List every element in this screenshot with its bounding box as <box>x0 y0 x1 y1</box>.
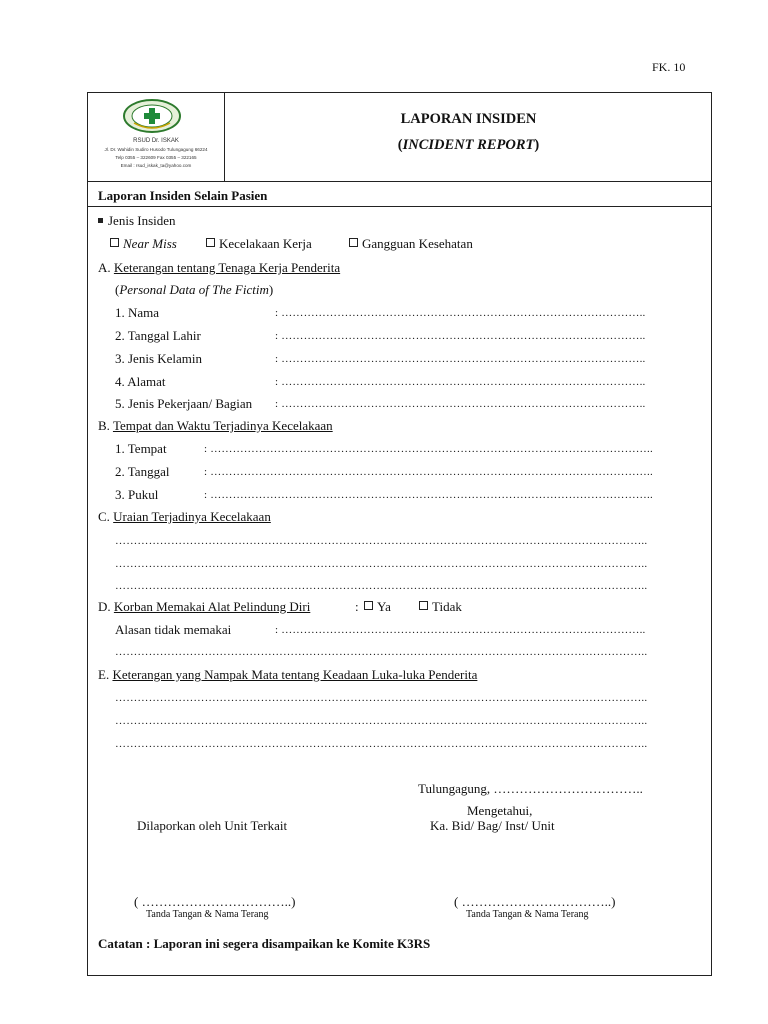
field-label-alamat: 4. Alamat <box>115 374 166 389</box>
description-line-3[interactable]: …………………………………………………………………………………………………………………………….. <box>115 580 648 592</box>
field-jenis-kelamin[interactable]: : …………………………………………………………………………………….. <box>275 353 646 365</box>
footer-note: Catatan : Laporan ini segera disampaikan ke Komite K3RS <box>98 936 431 951</box>
field-label-tanggal-lahir: 2. Tanggal Lahir <box>115 328 201 343</box>
section-d-colon: : <box>355 599 359 614</box>
field-pekerjaan[interactable]: : …………………………………………………………………………………….. <box>275 398 646 410</box>
hospital-logo-block <box>88 93 224 181</box>
subtitle-close: ) <box>534 137 540 153</box>
field-pukul[interactable]: : ……………………………………………………………………………………………………….. <box>204 489 653 501</box>
checkbox-icon[interactable] <box>419 601 428 610</box>
hospital-address: Jl. Dr. Wahidin Sudiro Husodo Tulungagung 66224 <box>104 147 208 152</box>
subtitle-open: ( <box>397 137 403 153</box>
option-kecelakaan-kerja[interactable]: Kecelakaan Kerja <box>206 236 312 252</box>
section-a-heading: A. Keterangan tentang Tenaga Kerja Penderita <box>98 260 341 275</box>
option-near-miss[interactable]: Near Miss <box>110 236 177 252</box>
checkbox-icon[interactable] <box>110 238 119 247</box>
reporter-label: Dilaporkan oleh Unit Terkait <box>137 818 288 833</box>
hospital-logo-icon <box>122 99 182 133</box>
subtitle-italic: INCIDENT REPORT <box>402 137 535 153</box>
bullet-icon <box>98 218 103 223</box>
checkbox-icon[interactable] <box>206 238 215 247</box>
section-divider <box>88 206 711 207</box>
signature-line-right[interactable]: ( ……………………………..) <box>454 894 616 909</box>
field-label-tanggal: 2. Tanggal <box>115 464 170 479</box>
section-a-subtitle: (Personal Data of The Fictim) <box>115 282 274 297</box>
incident-type-label: Jenis Insiden <box>98 213 176 229</box>
field-tanggal[interactable]: : ……………………………………………………………………………………………………….. <box>204 466 653 478</box>
page-subtitle <box>224 137 713 154</box>
description-line-1[interactable]: …………………………………………………………………………………………………………………………….. <box>115 535 648 547</box>
option-gangguan-kesehatan[interactable]: Gangguan Kesehatan <box>349 236 473 252</box>
head-unit-label: Ka. Bid/ Bag/ Inst/ Unit <box>430 818 555 833</box>
hospital-phone: Telp 0355 – 322609 Fax 0355 – 322165 <box>115 155 197 160</box>
field-alamat[interactable]: : …………………………………………………………………………………….. <box>275 376 646 388</box>
acknowledged-label: Mengetahui, <box>467 803 533 818</box>
option-ya[interactable]: Ya <box>364 599 391 615</box>
page-title: LAPORAN INSIDEN <box>400 111 537 127</box>
section-title: Laporan Insiden Selain Pasien <box>98 188 268 203</box>
field-nama[interactable]: : …………………………………………………………………………………….. <box>275 307 646 319</box>
field-label-jenis-kelamin: 3. Jenis Kelamin <box>115 351 203 366</box>
description-line-2[interactable]: …………………………………………………………………………………………………………………………….. <box>115 558 648 570</box>
field-tempat[interactable]: : ……………………………………………………………………………………………………….. <box>204 443 653 455</box>
report-form <box>87 92 712 976</box>
section-b-heading: B. Tempat dan Waktu Terjadinya Kecelakaan <box>98 418 333 433</box>
checkbox-icon[interactable] <box>364 601 373 610</box>
injury-line-2[interactable]: …………………………………………………………………………………………………………………………….. <box>115 715 648 727</box>
field-tanggal-lahir[interactable]: : …………………………………………………………………………………….. <box>275 330 646 342</box>
option-tidak[interactable]: Tidak <box>419 599 462 615</box>
field-label-pukul: 3. Pukul <box>115 487 159 502</box>
hospital-email: Email : rsud_iskak_ta@yahoo.com <box>120 163 192 168</box>
reason-line-2[interactable]: …………………………………………………………………………………………………………………………….. <box>115 646 648 658</box>
reason-label: Alasan tidak memakai <box>115 622 232 637</box>
checkbox-icon[interactable] <box>349 238 358 247</box>
field-label-pekerjaan: 5. Jenis Pekerjaan/ Bagian <box>115 396 253 411</box>
header-divider <box>88 181 711 182</box>
signature-line-left[interactable]: ( ……………………………..) <box>134 894 296 909</box>
place-date-field[interactable]: Tulungagung, …………………………….. <box>418 781 643 796</box>
section-e-heading: E. Keterangan yang Nampak Mata tentang Keadaan Luka-luka Penderita <box>98 667 478 682</box>
injury-line-3[interactable]: …………………………………………………………………………………………………………………………….. <box>115 738 648 750</box>
signature-label-right: Tanda Tangan & Nama Terang <box>466 909 589 920</box>
reason-field[interactable]: : …………………………………………………………………………………….. <box>275 624 646 636</box>
injury-line-1[interactable]: …………………………………………………………………………………………………………………………….. <box>115 692 648 704</box>
form-code: FK. 10 <box>652 60 686 74</box>
section-d-heading: D. Korban Memakai Alat Pelindung Diri <box>98 599 311 614</box>
field-label-tempat: 1. Tempat <box>115 441 167 456</box>
hospital-name: RSUD Dr. ISKAK <box>133 138 179 144</box>
field-label-nama: 1. Nama <box>115 305 160 320</box>
signature-label-left: Tanda Tangan & Nama Terang <box>146 909 269 920</box>
section-c-heading: C. Uraian Terjadinya Kecelakaan <box>98 509 271 524</box>
